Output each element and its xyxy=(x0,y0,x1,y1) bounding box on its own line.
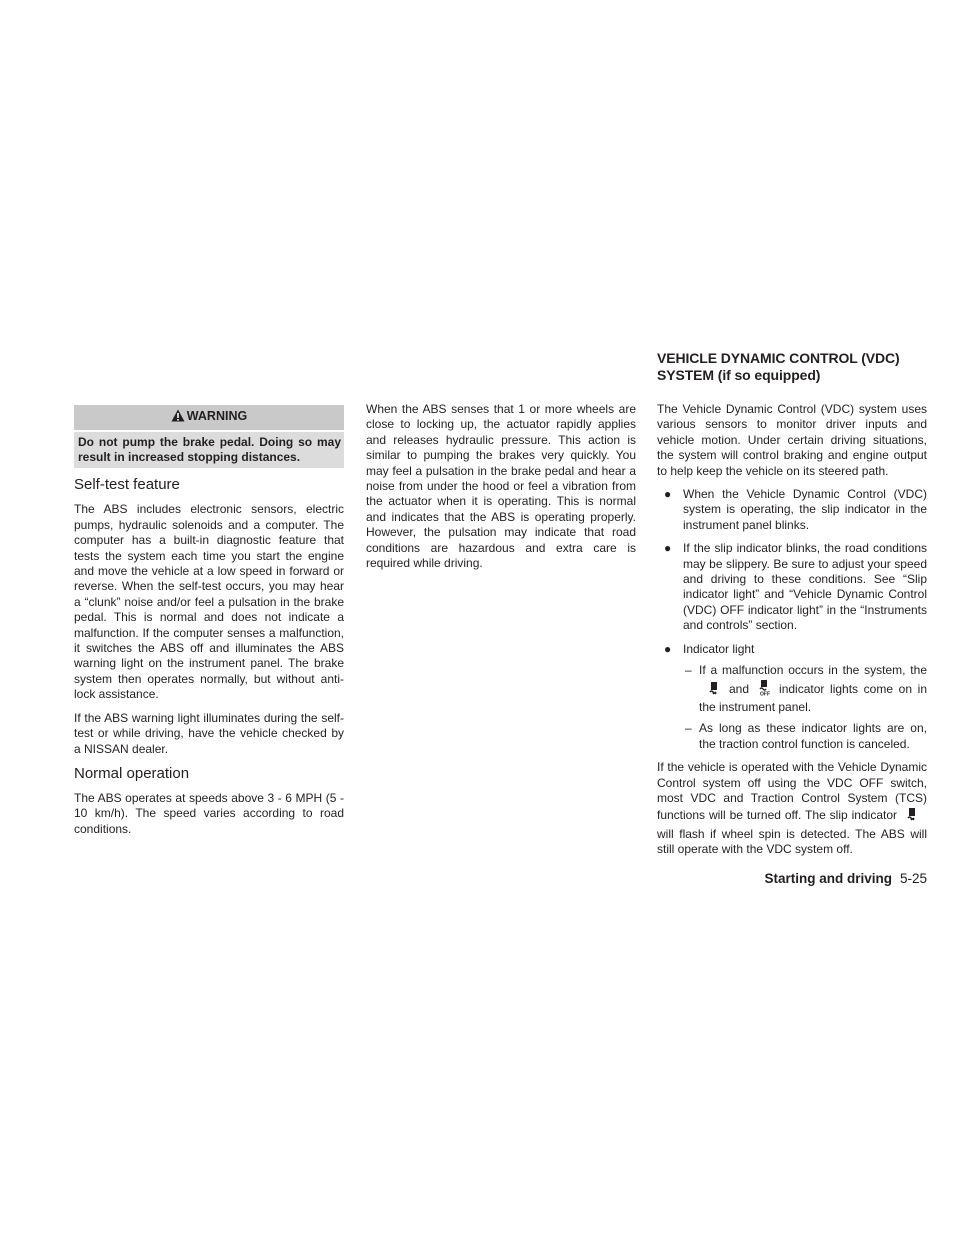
right-column xyxy=(657,402,927,866)
dash-icon: – xyxy=(685,663,692,678)
vdc-intro-paragraph: The Vehicle Dynamic Control (VDC) system uses various sensors to monitor driver inputs and vehicle motion. Under certain driving situations, the system will control braking and engine output to help keep the vehicle on its steered path. xyxy=(657,402,927,478)
bullet-text-1: When the Vehicle Dynamic Control (VDC) system is operating, the slip indicator in the instrument panel blinks. xyxy=(683,487,927,532)
off-icon-label: OFF xyxy=(760,691,771,696)
footer-section-title: Starting and driving xyxy=(764,871,892,886)
page-number: 5-25 xyxy=(899,871,927,886)
dash-icon: – xyxy=(685,721,692,736)
warning-box xyxy=(74,405,344,468)
list-item xyxy=(657,487,927,533)
vdc-off-paragraph xyxy=(657,760,927,857)
dash1-text-c: indicator lights come on in the instrument panel. xyxy=(699,681,927,714)
vdc-section-title: VEHICLE DYNAMIC CONTROL (VDC) SYSTEM (if so equipped) xyxy=(657,350,900,383)
list-item xyxy=(657,642,927,752)
list-item xyxy=(657,541,927,633)
warning-text: Do not pump the brake pedal. Doing so may result in increased stopping distances. xyxy=(78,435,341,464)
slip-off-indicator-icon xyxy=(757,679,771,700)
selftest-heading: Self-test feature xyxy=(74,476,180,494)
page-footer xyxy=(657,871,927,886)
slip-indicator-icon xyxy=(707,680,721,700)
bullet-icon: ● xyxy=(664,641,672,656)
dash2-text: As long as these indicator lights are on, the traction control function is canceled. xyxy=(699,721,927,751)
bullet-text-2: If the slip indicator blinks, the road conditions may be slippery. Be sure to adjust your speed and driving to these conditions. See “Slip indicator light” and “Vehicle Dynamic Control (VDC) OFF indicator light” in the “Instruments and controls” section. xyxy=(683,541,927,633)
vdc-bullet-list xyxy=(657,487,927,752)
list-item xyxy=(683,721,927,752)
bullet-text-3: Indicator light xyxy=(683,641,755,656)
bullet-icon: ● xyxy=(664,487,672,502)
warning-triangle-icon xyxy=(171,409,185,426)
list-item xyxy=(683,663,927,715)
warning-title: WARNING xyxy=(186,409,248,423)
normal-operation-paragraph: The ABS operates at speeds above 3 - 6 MPH (5 - 10 km/h). The speed varies according to road conditions. xyxy=(74,790,344,836)
selftest-paragraph-2: If the ABS warning light illuminates during the self-test or while driving, have the vehicle checked by a NISSAN dealer. xyxy=(74,710,344,756)
indicator-dash-list xyxy=(683,663,927,752)
normal-operation-heading: Normal operation xyxy=(74,764,190,782)
warning-header xyxy=(74,405,344,432)
left-column xyxy=(74,402,344,845)
bullet-icon: ● xyxy=(664,541,672,556)
middle-column xyxy=(366,402,636,579)
dash1-text-a: If a malfunction occurs in the system, the xyxy=(699,663,927,678)
vdc-off-text-b: will flash if wheel spin is detected. The ABS will still operate with the VDC system off. xyxy=(657,826,927,857)
dash1-text-b: and xyxy=(729,681,750,696)
selftest-paragraph-1: The ABS includes electronic sensors, electric pumps, hydraulic solenoids and a computer. The computer has a built-in diagnostic feature that tests the system each time you start the engine and move the vehicle at a low speed in forward or reverse. When the self-test occurs, you may hear a “clunk” noise and/or feel a pulsation in the brake pedal. This is normal and does not indicate a malfunction. If the computer senses a malfunction, it switches the ABS off and illuminates the ABS warning light on the instrument panel. The brake system then operates normally, but without anti-lock assistance. xyxy=(74,502,344,702)
slip-indicator-icon xyxy=(905,806,919,826)
abs-actuator-paragraph: When the ABS senses that 1 or more wheels are close to locking up, the actuator rapidly applies and releases hydraulic pressure. This action is similar to pumping the brakes very quickly. You may feel a pulsation in the brake pedal and hear a noise from under the hood or feel a vibration from the actuator when it is operating. This is normal and indicates that the ABS is operating properly. However, the pulsation may indicate that road conditions are hazardous and extra care is required while driving. xyxy=(366,402,636,571)
vdc-off-text-a: If the vehicle is operated with the Vehicle Dynamic Control system off using the VDC OFF switch, most VDC and Traction Control System (TCS) functions will be turned off. The slip indicator xyxy=(657,760,927,823)
